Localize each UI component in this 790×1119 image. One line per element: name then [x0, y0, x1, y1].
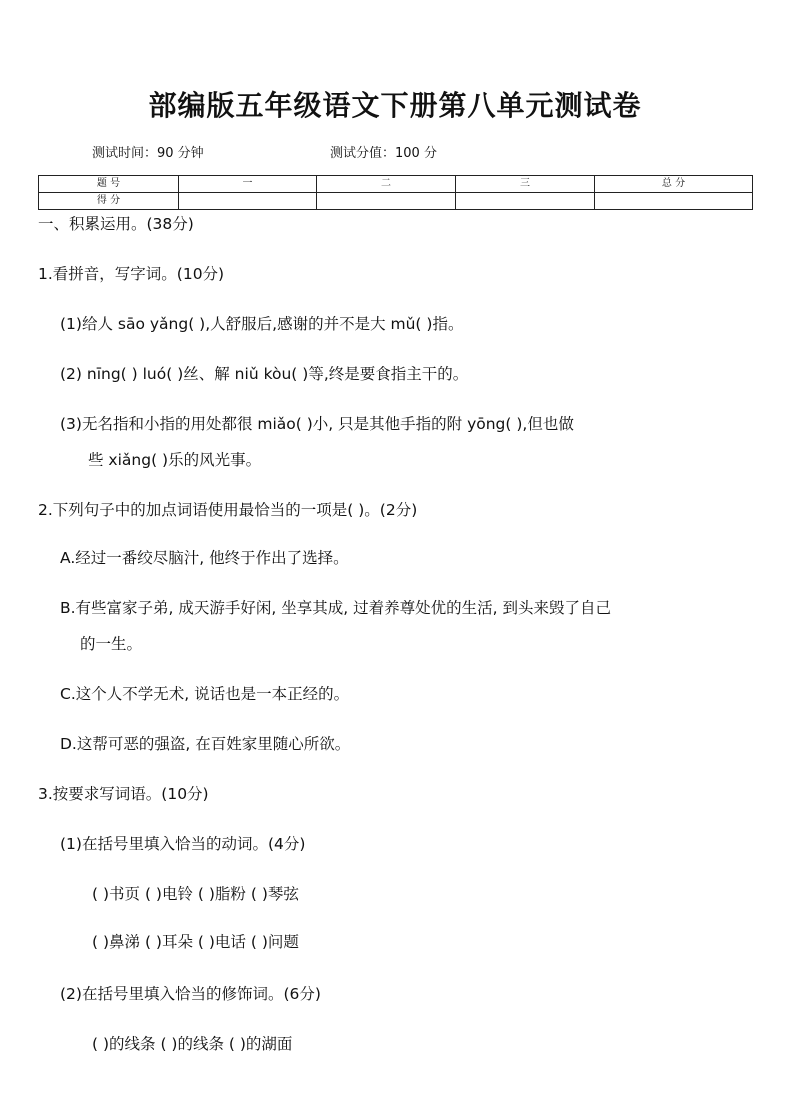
header-cell: 二 — [317, 176, 456, 193]
q3-verb-row-1: ( )书页 ( )电铃 ( )脂粉 ( )琴弦 — [92, 885, 299, 903]
score-table-score-row — [39, 193, 753, 210]
q3-heading: 3.按要求写词语。(10分) — [38, 785, 209, 803]
test-time: 测试时间：90 分钟 — [92, 146, 204, 161]
q2-option-a: A.经过一番绞尽脑汁, 他终于作出了选择。 — [60, 549, 349, 567]
q2-option-b: B.有些富家子弟, 成天游手好闲, 坐享其成, 过着养尊处优的生活, 到头来毁了自己 — [60, 599, 611, 617]
q2-option-b-cont: 的一生。 — [80, 635, 143, 653]
q1-line-1: (1)给人 sāo yǎng( ),人舒服后,感谢的并不是大 mǔ( )指。 — [60, 315, 464, 333]
q3-sub-2: (2)在括号里填入恰当的修饰词。(6分) — [60, 985, 321, 1003]
header-cell: 总 分 — [595, 176, 753, 193]
score-entry-cell[interactable] — [456, 193, 595, 210]
score-entry-cell[interactable] — [179, 193, 317, 210]
q2-option-c: C.这个人不学无术, 说话也是一本正经的。 — [60, 685, 350, 703]
score-label-cell: 得 分 — [39, 193, 179, 210]
header-cell: 题 号 — [39, 176, 179, 193]
score-table — [38, 175, 753, 210]
q1-line-3-cont: 些 xiǎng( )乐的风光事。 — [88, 451, 262, 469]
q3-verb-row-2: ( )鼻涕 ( )耳朵 ( )电话 ( )问题 — [92, 933, 299, 951]
score-entry-cell[interactable] — [317, 193, 456, 210]
score-entry-cell[interactable] — [595, 193, 753, 210]
page-title: 部编版五年级语文下册第八单元测试卷 — [148, 89, 642, 122]
header-cell: 一 — [179, 176, 317, 193]
score-table-header-row — [39, 176, 753, 193]
q1-line-2: (2) nīng( ) luó( )丝、解 niǔ kòu( )等,终是要食指主干的。 — [60, 365, 469, 383]
header-cell: 三 — [456, 176, 595, 193]
test-score: 测试分值：100 分 — [330, 146, 437, 161]
section-1-heading: 一、积累运用。(38分) — [38, 215, 194, 233]
q3-sub-1: (1)在括号里填入恰当的动词。(4分) — [60, 835, 306, 853]
q3-modifier-row: ( )的线条 ( )的线条 ( )的湖面 — [92, 1035, 293, 1053]
q2-option-d: D.这帮可恶的强盗, 在百姓家里随心所欲。 — [60, 735, 351, 753]
q2-heading: 2.下列句子中的加点词语使用最恰当的一项是( )。(2分) — [38, 501, 418, 519]
q1-heading: 1.看拼音，写字词。(10分) — [38, 265, 225, 283]
q1-line-3: (3)无名指和小指的用处都很 miǎo( )小, 只是其他手指的附 yōng( ),但也做 — [60, 415, 574, 433]
